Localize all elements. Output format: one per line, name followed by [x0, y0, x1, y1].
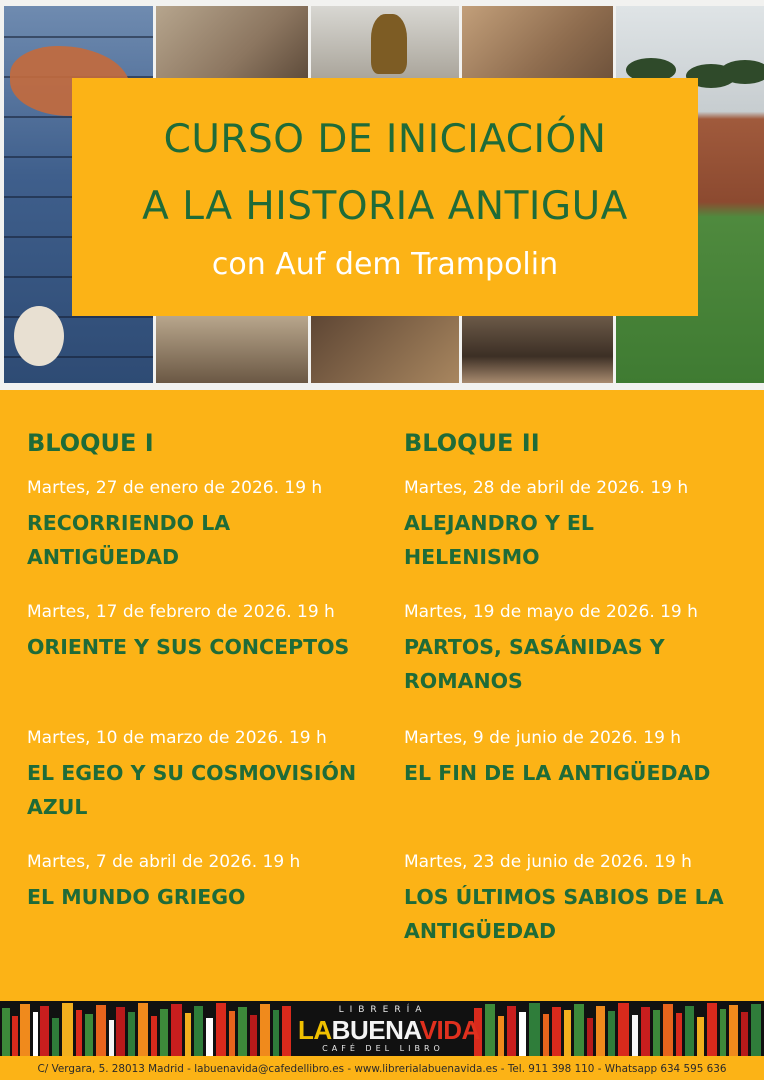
subtitle: con Auf dem Trampolin [211, 247, 559, 282]
logo-word-1: LA [298, 1015, 332, 1045]
session [404, 476, 764, 574]
session-date: Martes, 28 de abril de 2026. 19 h [404, 478, 689, 498]
session-title: ALEJANDRO Y EL HELENISMO [404, 511, 594, 569]
photo-collage [0, 0, 764, 390]
block-1 [27, 426, 387, 909]
block-2 [404, 426, 764, 943]
session-title: LOS ÚLTIMOS SABIOS DE LA ANTIGÜEDAD [404, 885, 724, 943]
title-line-2: A LA HISTORIA ANTIGUA [142, 184, 628, 229]
session-title: PARTOS, SASÁNIDAS Y ROMANOS [404, 635, 665, 693]
logo-top-text: LIBRERÍA [338, 1005, 428, 1015]
session-date: Martes, 23 de junio de 2026. 19 h [404, 852, 692, 872]
column-photo [156, 316, 308, 383]
statue-photo [311, 316, 459, 383]
session [27, 600, 387, 664]
book-spines-banner [0, 1001, 764, 1056]
bronze-photo [462, 316, 613, 383]
session [27, 726, 387, 824]
session-title: ORIENTE Y SUS CONCEPTOS [27, 635, 350, 659]
ruins-photo [156, 6, 308, 80]
session-date: Martes, 17 de febrero de 2026. 19 h [27, 602, 335, 622]
session-date: Martes, 9 de junio de 2026. 19 h [404, 728, 682, 748]
session [404, 850, 764, 948]
session-date: Martes, 7 de abril de 2026. 19 h [27, 852, 301, 872]
session-date: Martes, 10 de marzo de 2026. 19 h [27, 728, 327, 748]
block-heading: BLOQUE I [27, 429, 154, 457]
session-date: Martes, 19 de mayo de 2026. 19 h [404, 602, 698, 622]
logo-word-2: BUENA [331, 1015, 420, 1045]
logo-bottom-text: CAFÉ DEL LIBRO [322, 1044, 444, 1053]
logo-word-3: VIDA [419, 1015, 480, 1045]
title-line-1: CURSO DE INICIACIÓN [163, 117, 607, 162]
session-title: EL EGEO Y SU COSMOVISIÓN AZUL [27, 761, 357, 819]
logo-wordmark [298, 1015, 480, 1045]
session-date: Martes, 27 de enero de 2026. 19 h [27, 478, 323, 498]
session [27, 850, 387, 914]
session [404, 726, 764, 790]
bookshop-logo [298, 1001, 480, 1056]
title-box [72, 78, 698, 316]
session-title: RECORRIENDO LA ANTIGÜEDAD [27, 511, 231, 569]
session-title: EL FIN DE LA ANTIGÜEDAD [404, 761, 711, 785]
session-title: EL MUNDO GRIEGO [27, 885, 246, 909]
session [404, 600, 764, 698]
sculpture-photo [462, 6, 613, 80]
footer-contact: C/ Vergara, 5. 28013 Madrid - labuenavida@cafedellibro.es - www.librerialabuenavida.es - Tel. 911 398 110 - Whatsapp 634 595 636 [37, 1063, 727, 1075]
block-heading: BLOQUE II [404, 429, 540, 457]
session [27, 476, 387, 574]
vase-photo [311, 6, 459, 80]
